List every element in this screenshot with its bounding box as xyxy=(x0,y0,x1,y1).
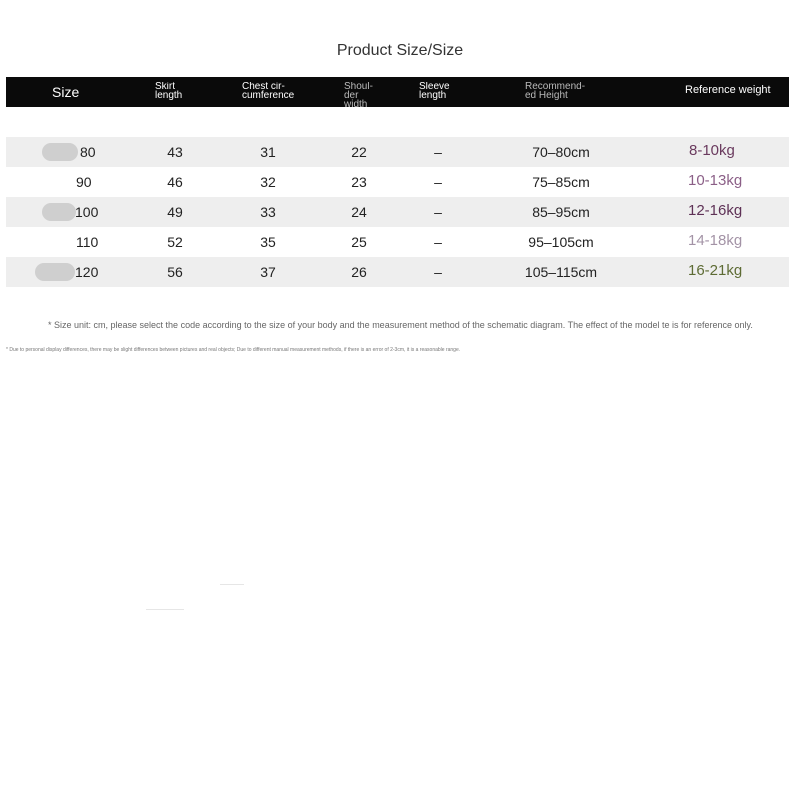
header-reference-weight: Reference weight xyxy=(685,84,771,96)
cell-weight: 8-10kg xyxy=(689,142,735,159)
cell-height: 70–80cm xyxy=(532,144,590,160)
header-sleeve-length: Sleeve length xyxy=(419,82,450,100)
cell-skirt: 56 xyxy=(167,264,183,280)
cell-shoulder: 23 xyxy=(351,174,367,190)
header-size: Size xyxy=(52,84,80,100)
cell-skirt: 46 xyxy=(167,174,183,190)
cell-height: 75–85cm xyxy=(532,174,590,190)
cell-size: 110 xyxy=(76,234,99,250)
cell-shoulder: 26 xyxy=(351,264,367,280)
cell-chest: 35 xyxy=(260,234,276,250)
header-shoulder-width: Shoul- der width xyxy=(344,82,373,109)
cell-weight: 10-13kg xyxy=(688,172,743,189)
blurred-mark xyxy=(35,263,75,281)
cell-shoulder: 25 xyxy=(351,234,367,250)
cell-weight: 12-16kg xyxy=(688,202,743,219)
cell-size: 120 xyxy=(75,264,99,280)
cell-weight: 14-18kg xyxy=(688,232,743,249)
table-row xyxy=(6,257,789,287)
table-row xyxy=(6,197,789,227)
cell-skirt: 49 xyxy=(167,204,183,220)
cell-shoulder: 24 xyxy=(351,204,367,220)
cell-size: 100 xyxy=(75,204,99,220)
cell-sleeve: – xyxy=(434,234,442,250)
cell-chest: 32 xyxy=(260,174,276,190)
header-chest-circumference: Chest cir- cumference xyxy=(242,82,295,100)
cell-sleeve: – xyxy=(434,144,442,160)
cell-chest: 33 xyxy=(260,204,276,220)
header-skirt-length: Skirt length xyxy=(155,82,183,100)
cell-height: 95–105cm xyxy=(528,234,594,250)
cell-height: 85–95cm xyxy=(532,204,590,220)
cell-skirt: 52 xyxy=(167,234,183,250)
size-note: * Size unit: cm, please select the code according to the size of your body and the measurement method of the schematic diagram. The effect of the model te is for reference only. xyxy=(48,320,753,330)
cell-weight: 16-21kg xyxy=(688,262,743,279)
blurred-mark xyxy=(42,143,78,161)
table-row xyxy=(6,227,789,257)
table-row xyxy=(6,137,789,167)
table-header xyxy=(6,77,789,107)
cell-size: 90 xyxy=(76,174,92,190)
table-row xyxy=(6,167,789,197)
size-table xyxy=(6,137,789,287)
cell-height: 105–115cm xyxy=(524,264,598,280)
blurred-mark xyxy=(42,203,76,221)
page-title: Product Size/Size xyxy=(336,42,464,59)
disclaimer-note: * Due to personal display differences, there may be slight differences between pictures and real objects; Due to different manual measurement methods, if there is an error of 2-3cm, it is a reasonable range. xyxy=(6,347,461,353)
cell-sleeve: – xyxy=(434,204,442,220)
cell-size: 80 xyxy=(80,144,96,160)
cell-chest: 37 xyxy=(260,264,276,280)
header-recommended-height: Recommend- ed Height xyxy=(525,82,586,100)
faint-mark xyxy=(146,609,184,610)
cell-sleeve: – xyxy=(434,264,442,280)
cell-chest: 31 xyxy=(260,144,276,160)
cell-shoulder: 22 xyxy=(351,144,367,160)
cell-skirt: 43 xyxy=(167,144,183,160)
cell-sleeve: – xyxy=(434,174,442,190)
faint-mark xyxy=(220,584,244,585)
